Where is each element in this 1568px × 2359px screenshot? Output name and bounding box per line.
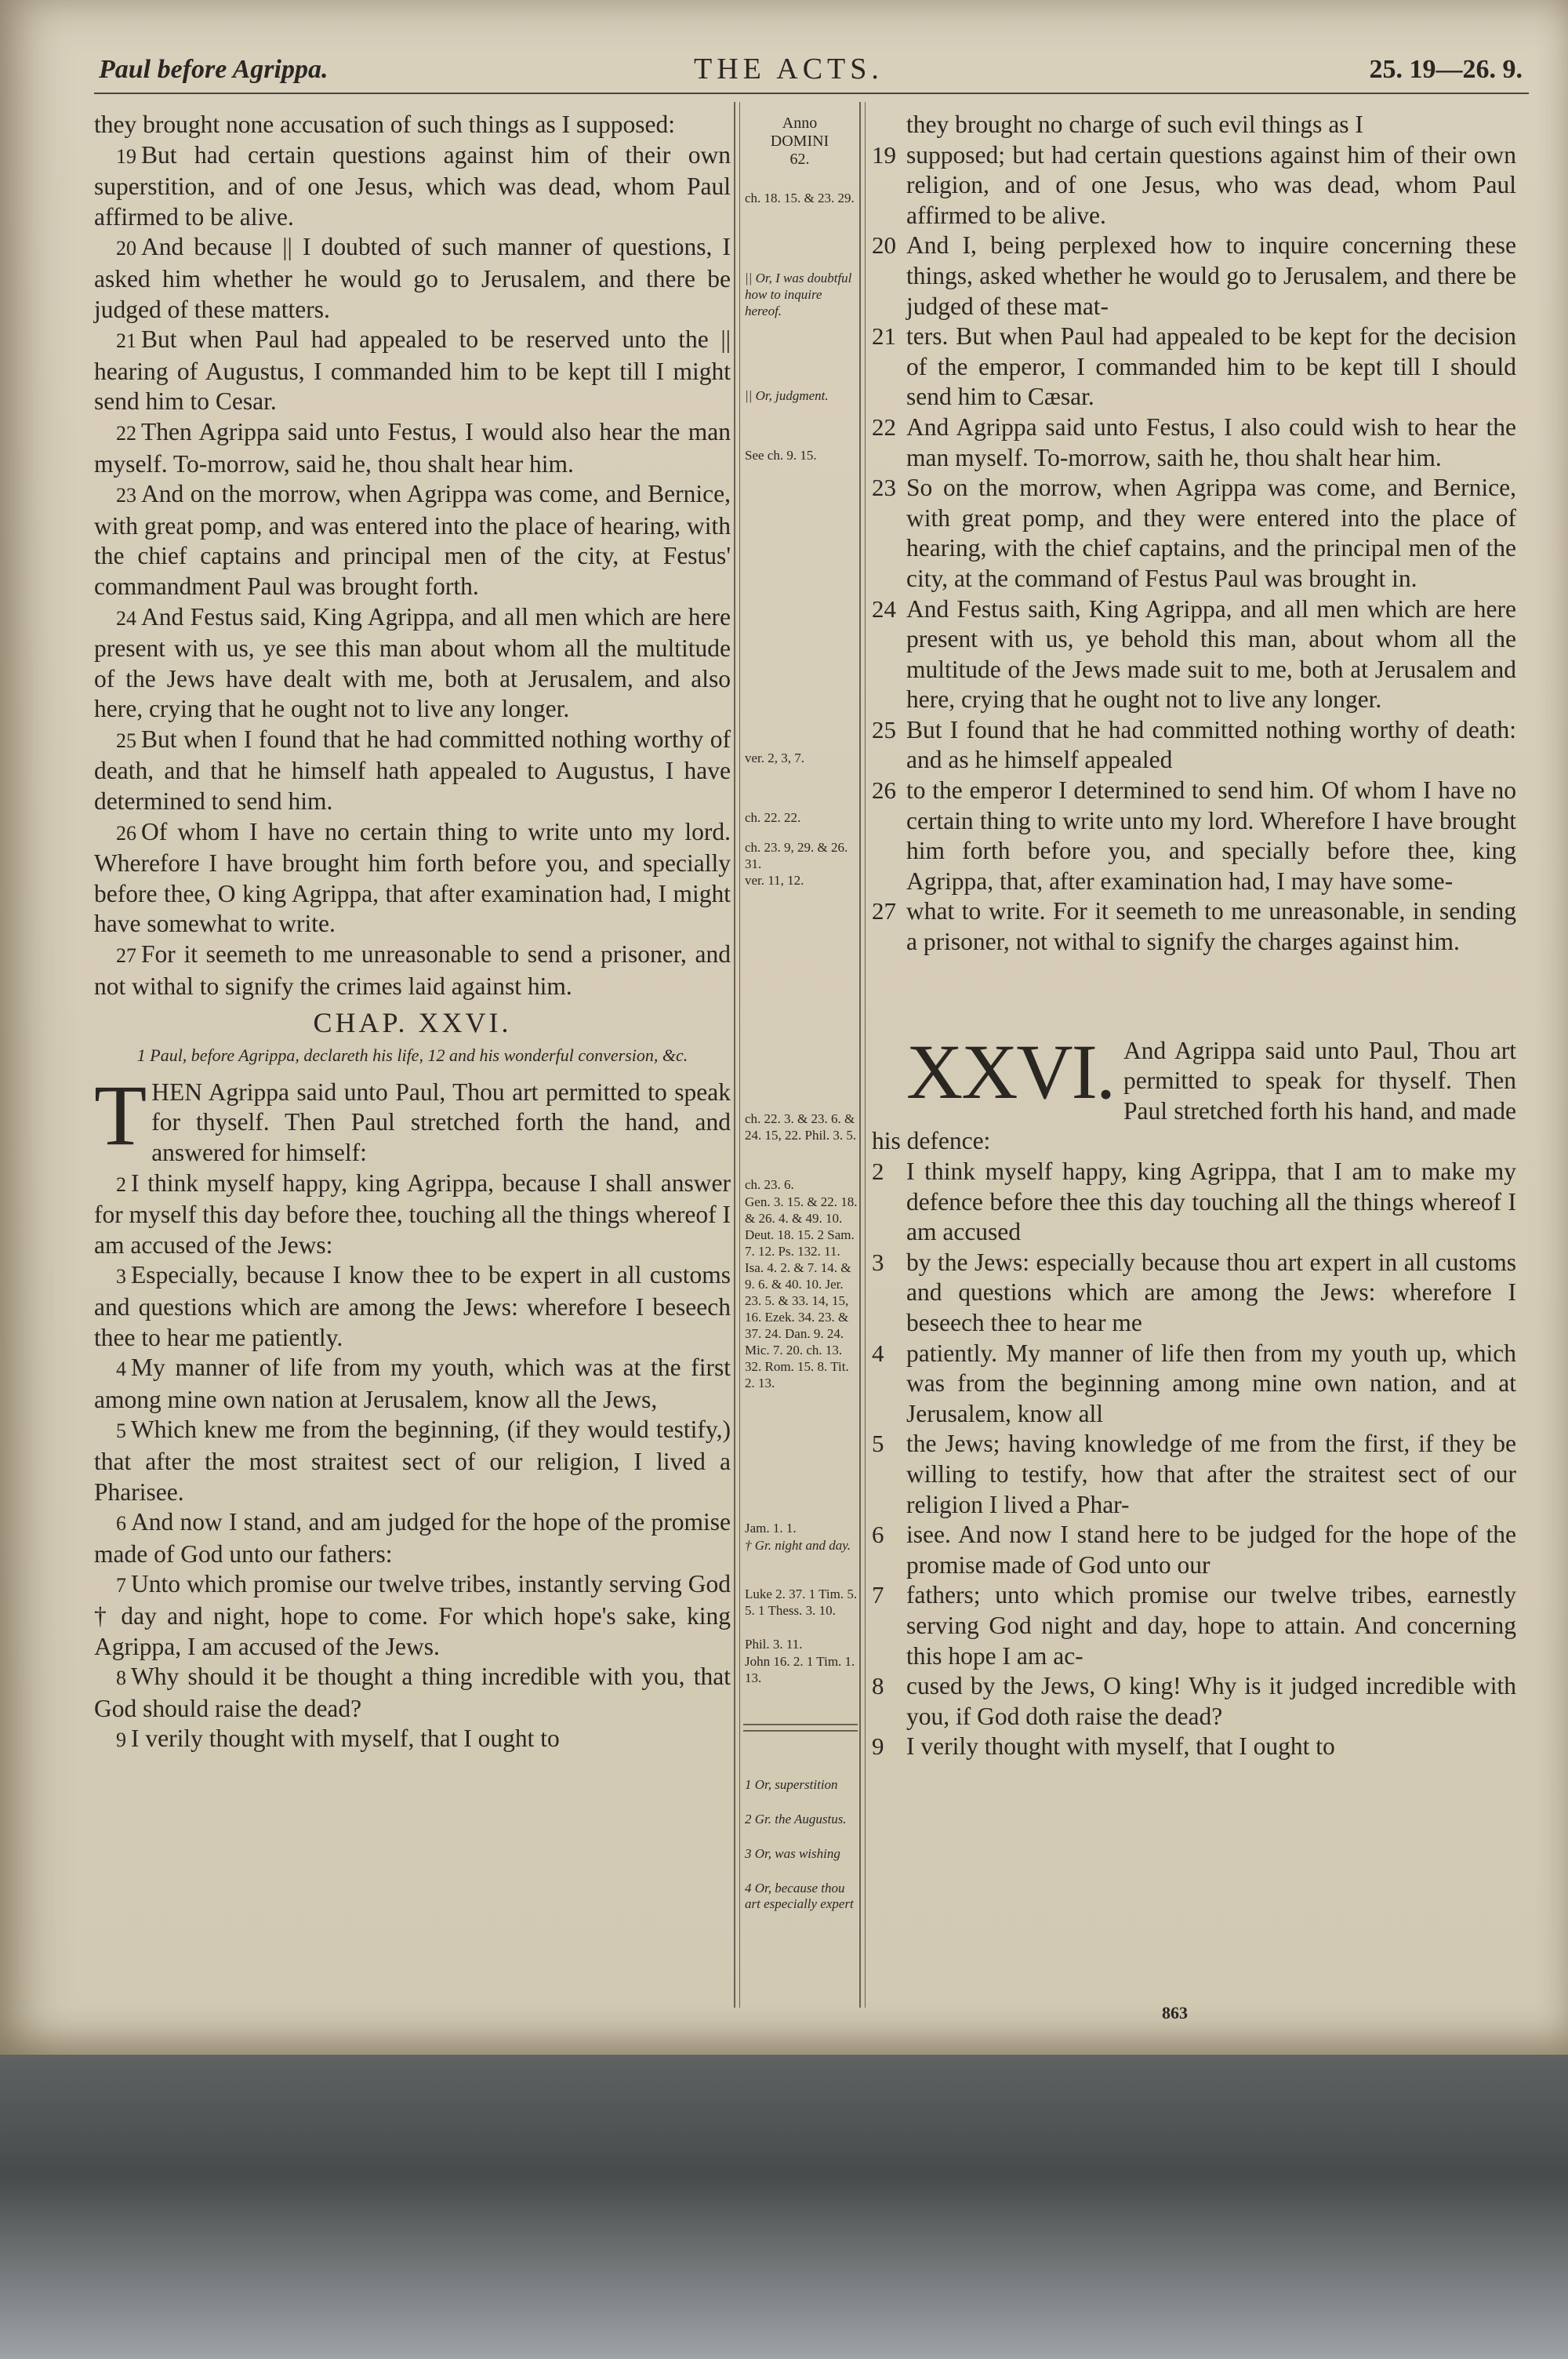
verse-text: And Agrippa said unto Festus, I also could wish to hear the man myself. To-morrow, saith he, thou shalt hear him.	[906, 413, 1516, 471]
verse	[94, 232, 731, 325]
verse-text: I verily thought with myself, that I ought to	[131, 1725, 560, 1753]
verse-text: But had certain questions against him of their own superstition, and of one Jesus, which was dead, whom Paul affirmed to be alive.	[94, 140, 731, 231]
cross-reference: Gen. 3. 15. & 22. 18. & 26. 4. & 49. 10. Deut. 18. 15. 2 Sam. 7. 12. Ps. 132. 11. Isa. 4. 2. & 7. 14. & 9. 6. & 40. 10. Jer. 23. 5. & 33. 14, 15, 16. Ezek. 34. 23. & 37. 24. Dan. 9. 24. Mic. 7. 20. ch. 13. 32. Rom. 15. 8. Tit. 2. 13.	[745, 1194, 858, 1390]
verse	[94, 140, 731, 233]
verse-text: But when I found that he had committed nothing worthy of death, and that he himself hath appealed to Augustus, I have determined to send him.	[94, 725, 731, 816]
verse-text: And Agrippa said unto Paul, Thou art permitted to speak for thyself. Then Paul stretched forth his hand, and made his defence:	[872, 1036, 1516, 1155]
cross-reference: ch. 22. 22.	[745, 810, 801, 825]
anno-year: 62.	[789, 151, 810, 168]
verse-text: But I found that he had committed nothing worthy of death: and as he himself appealed	[906, 715, 1516, 774]
verse-text: what to write. For it seemeth to me unreasonable, in sending a prisoner, not withal to signify the charges against him.	[906, 897, 1516, 956]
verse-text: Of whom I have no certain thing to write unto my lord. Wherefore I have brought him forth before you, and specially before thee, O king Agrippa, that after examination had, I might have somewhat to write.	[94, 817, 731, 938]
desk-surface	[0, 2055, 1568, 2359]
verse-text: I think myself happy, king Agrippa, that I am to make my defence before thee this day touching all the things whereof I am accused	[906, 1158, 1516, 1246]
anno-domini	[737, 114, 862, 169]
footnote: 3 Or, was wishing	[745, 1846, 840, 1861]
running-head-reference: 25. 19—26. 9.	[1369, 55, 1523, 84]
running-head-title: THE ACTS.	[694, 53, 884, 85]
verse	[94, 1260, 731, 1353]
verse-number: 19	[116, 144, 136, 168]
verse	[872, 1520, 1516, 1580]
verse-number: 4	[116, 1358, 126, 1381]
right-verses-ch26	[872, 1157, 1516, 1762]
verse	[872, 231, 1516, 322]
verse-text: isee. And now I stand here to be judged for the hope of the promise made of God unto our	[906, 1521, 1516, 1579]
verse-number: 7	[116, 1574, 126, 1598]
verse-text: And Festus said, King Agrippa, and all men which are here present with us, ye see this man about whom all the multitude of the Jews have dealt with me, both at Jerusalem, and also here, crying that he ought not to live any longer.	[94, 602, 731, 723]
verse	[94, 940, 731, 1001]
verse	[94, 1507, 731, 1569]
cross-reference: Jam. 1. 1.	[745, 1521, 797, 1536]
verse	[872, 473, 1516, 594]
verse-text: I think myself happy, king Agrippa, because I shall answer for myself this day before thee, touching all the things whereof I am accused of the Jews:	[94, 1169, 731, 1259]
verse-number: 21	[872, 322, 896, 351]
cross-reference: ver. 11, 12.	[745, 873, 804, 888]
verse	[94, 1662, 731, 1724]
verse-number: 20	[116, 237, 136, 260]
anno-line: Anno	[782, 114, 818, 132]
verse	[872, 1248, 1516, 1339]
footnote-rule	[743, 1730, 858, 1732]
verse	[872, 594, 1516, 715]
verse-number: 23	[116, 484, 136, 507]
verse	[94, 817, 731, 940]
reference-column	[737, 108, 862, 1990]
verse-number: 8	[116, 1667, 126, 1690]
cross-reference: See ch. 9. 15.	[745, 448, 817, 463]
page-number: 863	[1162, 2003, 1188, 2023]
verse-text: ters. But when Paul had appealed to be kept for the decision of the emperor, I commanded him to be kept till I should send him to Cæsar.	[906, 322, 1516, 411]
verse-number: 22	[116, 421, 136, 445]
header-rule	[94, 93, 1529, 94]
verse	[872, 413, 1516, 473]
verse-text: Unto which promise our twelve tribes, instantly serving God † day and night, hope to come. For which hope's sake, king Agrippa, I am accused of the Jews.	[94, 1570, 731, 1660]
cross-reference: ch. 23. 6.	[745, 1177, 794, 1192]
verse-number: 8	[872, 1672, 884, 1700]
verse-text: patiently. My manner of life then from my youth up, which was from the beginning among mine own nation, and at Jerusalem, know all	[906, 1339, 1516, 1427]
verse-text: But when Paul had appealed to be reserved unto the || hearing of Augustus, I commanded him to be kept till I might send him to Cesar.	[94, 325, 731, 416]
cross-reference: ver. 2, 3, 7.	[745, 751, 805, 765]
running-head-left: Paul before Agrippa.	[99, 55, 328, 84]
chapter-gap	[872, 958, 1516, 1036]
revised-version-column	[872, 110, 1516, 1762]
verse	[94, 1169, 731, 1261]
cross-reference: ch. 18. 15. & 23. 29.	[745, 191, 855, 205]
verse	[872, 1157, 1516, 1248]
verse	[872, 110, 1516, 140]
verse-text: And I, being perplexed how to inquire concerning these things, asked whether he would go to Jerusalem, and there be judged of these mat-	[906, 231, 1516, 320]
right-verses-ch25	[872, 110, 1516, 958]
verse-text: the Jews; having knowledge of me from the first, if they be willing to testify, how that after the straitest sect of our religion I lived a Phar-	[906, 1430, 1516, 1518]
verse-text: So on the morrow, when Agrippa was come, and Bernice, with great pomp, and they were entered into the place of hearing, with the chief captains, and the principal men of the city, at the command of Festus Paul was brought in.	[906, 474, 1516, 592]
verse-number: 6	[872, 1521, 884, 1549]
verse	[94, 725, 731, 817]
verse	[872, 1732, 1516, 1762]
verse-text: fathers; unto which promise our twelve tribes, earnestly serving God night and day, hope to attain. And concerning this hope I am ac-	[906, 1581, 1516, 1670]
verse	[94, 417, 731, 479]
chapter-summary: 1 Paul, before Agrippa, declareth his life, 12 and his wonderful conversion, &c.	[136, 1045, 688, 1065]
cross-reference: Phil. 3. 11.	[745, 1637, 803, 1652]
verse-number: 24	[872, 594, 896, 623]
verse	[872, 776, 1516, 896]
verse-number: 22	[872, 413, 896, 441]
verse-text: Which knew me from the beginning, (if they would testify,) that after the most straitest sect of our religion, I lived a Pharisee.	[94, 1416, 731, 1506]
marginal-note: || Or, I was doubtful how to inquire hereof.	[745, 271, 852, 318]
footnote: 1 Or, superstition	[745, 1777, 838, 1792]
verse	[872, 322, 1516, 413]
verse	[872, 1580, 1516, 1671]
verse-text: Why should it be thought a thing incredible with you, that God should raise the dead?	[94, 1663, 731, 1722]
verse-number: 23	[872, 474, 896, 502]
verse-text: HEN Agrippa said unto Paul, Thou art permitted to speak for thyself. Then Paul stretched forth the hand, and answered for himself:	[151, 1078, 731, 1166]
ref-rule	[865, 102, 866, 2008]
footnote: 4 Or, because thou art especially expert	[745, 1881, 854, 1911]
verse-number: 9	[116, 1728, 126, 1752]
verse-number: 3	[116, 1265, 126, 1289]
cross-reference: ch. 23. 9, 29. & 26. 31.	[745, 840, 848, 871]
verse-number: 19	[872, 140, 896, 169]
cross-reference: John 16. 2. 1 Tim. 1. 13.	[745, 1654, 855, 1685]
verse-number: 4	[872, 1339, 884, 1367]
verse-number: 9	[872, 1732, 884, 1761]
verse-number: 7	[872, 1581, 884, 1609]
left-verses-ch26	[94, 1169, 731, 1756]
verse-number: 25	[872, 715, 896, 743]
authorized-version-column	[94, 110, 731, 1756]
left-verses-ch25	[94, 110, 731, 1001]
verse-text: to the emperor I determined to send him. Of whom I have no certain thing to write unto my lord. Wherefore I have brought him forth before you, and specially before thee, king Agrippa, that, after examination had, I may have some-	[906, 776, 1516, 895]
cross-reference: Luke 2. 37. 1 Tim. 5. 5. 1 Thess. 3. 10.	[745, 1587, 858, 1618]
verse-26-1-rv	[872, 1027, 1516, 1157]
verse-26-1	[94, 1067, 731, 1169]
verse	[872, 140, 1516, 231]
verse-number: 2	[872, 1158, 884, 1185]
verse-text: Especially, because I know thee to be expert in all customs and questions which are among the Jews: wherefore I beseech thee to hear me patiently.	[94, 1261, 731, 1351]
verse-number: 20	[872, 231, 896, 260]
verse	[94, 1569, 731, 1662]
cross-reference: ch. 22. 3. & 23. 6. & 24. 15, 22. Phil. 3. 5.	[745, 1111, 857, 1143]
verse-number: 5	[872, 1430, 884, 1458]
verse-number: 26	[872, 776, 896, 805]
verse-text: they brought no charge of such evil things as I	[906, 111, 1363, 138]
chapter-numeral: XXVI.	[906, 1027, 1114, 1115]
verse-number: 5	[116, 1419, 126, 1443]
verse-text: And because || I doubted of such manner of questions, I asked him whether he would go to Jerusalem, and there be judged of these matters.	[94, 233, 731, 323]
ref-rule	[734, 102, 735, 2008]
anno-line: DOMINI	[770, 133, 829, 150]
verse-number: 3	[872, 1248, 884, 1276]
footnote: 2 Gr. the Augustus.	[745, 1812, 847, 1826]
verse-text: Then Agrippa said unto Festus, I would also hear the man myself. To-morrow, said he, thou shalt hear him.	[94, 417, 731, 478]
verse-number: 6	[116, 1512, 126, 1536]
verse-number: 27	[116, 944, 136, 968]
chapter-heading: CHAP. XXVI.	[313, 1007, 512, 1039]
verse-text: And now I stand, and am judged for the hope of the promise made of God unto our fathers:	[94, 1508, 731, 1568]
verse-number: 25	[116, 729, 136, 752]
verse	[94, 110, 731, 140]
verse-text: they brought none accusation of such things as I supposed:	[94, 111, 675, 138]
verse-text: supposed; but had certain questions against him of their own religion, and of one Jesus, who was dead, whom Paul affirmed to be alive.	[906, 140, 1516, 229]
verse-text: And on the morrow, when Agrippa was come, and Bernice, with great pomp, and was entered into the place of hearing, with the chief captains and principal men of the city, at Festus' commandment Paul was brought forth.	[94, 480, 731, 600]
verse-text: For it seemeth to me unreasonable to send a prisoner, and not withal to signify the crimes laid against him.	[94, 940, 731, 1000]
verse	[94, 325, 731, 417]
verse	[94, 602, 731, 725]
verse-number: 2	[116, 1172, 126, 1196]
verse	[94, 1353, 731, 1415]
marginal-note: || Or, judgment.	[745, 388, 829, 403]
verse-number: 26	[116, 821, 136, 845]
verse-number: 24	[116, 606, 136, 630]
marginal-note: † Gr. night and day.	[745, 1538, 851, 1553]
verse-text: And Festus saith, King Agrippa, and all men which are here present with us, ye behold this man, about whom all the multitude of the Jews made suit to me, both at Jerusalem and here, crying that he ought not to live any longer.	[906, 594, 1516, 714]
verse	[872, 1671, 1516, 1732]
verse-number: 27	[872, 897, 896, 925]
verse-text: cused by the Jews, O king! Why is it judged incredible with you, if God doth raise the dead?	[906, 1672, 1516, 1730]
verse-text: by the Jews: especially because thou art expert in all customs and questions which are among the Jews: wherefore I beseech thee to hear me	[906, 1248, 1516, 1336]
verse	[94, 1724, 731, 1756]
footnote-rule	[743, 1724, 858, 1725]
verse	[94, 1415, 731, 1507]
verse-text: My manner of life from my youth, which was at the first among mine own nation at Jerusalem, know all the Jews,	[94, 1354, 731, 1413]
drop-cap: T	[94, 1067, 147, 1163]
verse	[872, 896, 1516, 957]
verse	[872, 1429, 1516, 1520]
verse-text: I verily thought with myself, that I ought to	[906, 1732, 1335, 1761]
verse-number: 21	[116, 329, 136, 353]
verse	[94, 479, 731, 602]
verse	[872, 715, 1516, 776]
verse	[872, 1339, 1516, 1430]
